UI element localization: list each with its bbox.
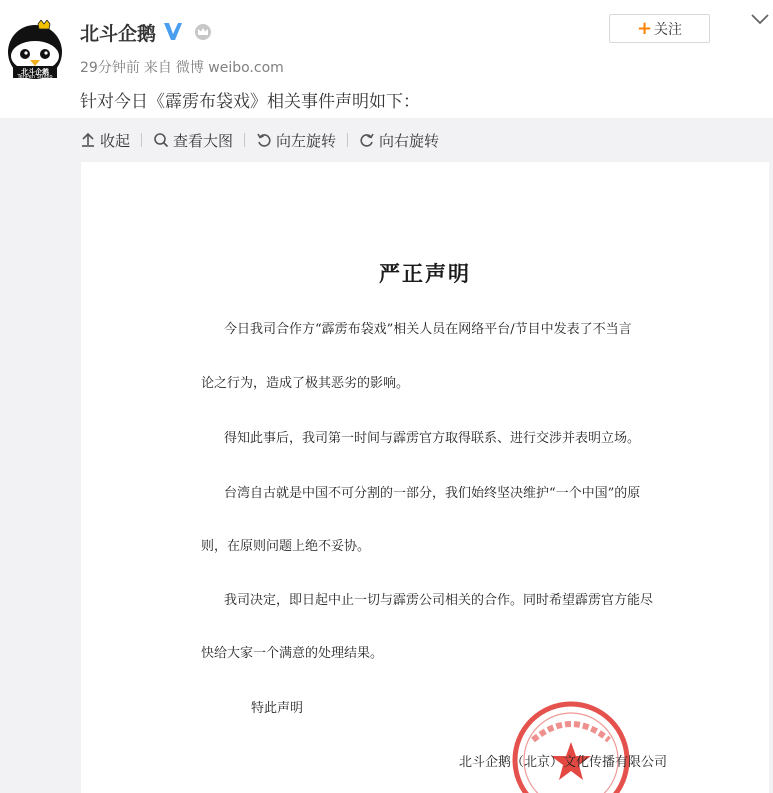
- rotate-left-label: 向左旋转: [276, 131, 337, 150]
- view-large-label: 查看大图: [173, 131, 234, 150]
- source-app[interactable]: 微博 weibo.com: [175, 60, 284, 76]
- post-meta: [80, 57, 288, 77]
- collapse-label: 收起: [100, 131, 131, 150]
- statement-line: 快给大家一个满意的处理结果。: [201, 646, 384, 661]
- statement-title: 严正声明: [379, 261, 471, 286]
- post-header: [0, 0, 773, 118]
- verified-badge-icon[interactable]: [162, 20, 184, 42]
- collapse-icon: [80, 132, 96, 148]
- source-prefix: 来自: [143, 60, 172, 76]
- toolbar-divider: [244, 133, 245, 147]
- post-text: 针对今日《霹雳布袋戏》相关事件声明如下：: [80, 92, 420, 112]
- author-name[interactable]: 北斗企鹅: [80, 23, 157, 45]
- rotate-right-icon: [359, 132, 375, 148]
- avatar-label: 北斗企鹅: [21, 68, 49, 76]
- collapse-button[interactable]: [80, 130, 130, 151]
- follow-label: 关注: [654, 21, 683, 38]
- statement-closing: 特此声明: [251, 701, 304, 716]
- plus-icon: +: [636, 17, 653, 39]
- post-time[interactable]: 29分钟前: [80, 60, 140, 76]
- statement-line: 得知此事后，我司第一时间与霹雳官方取得联系、进行交涉并表明立场。: [224, 431, 641, 446]
- toolbar-divider: [141, 133, 142, 147]
- statement-line: 则，在原则问题上绝不妥协。: [201, 539, 371, 554]
- chevron-down-icon[interactable]: [750, 12, 770, 26]
- statement-line: 今日我司合作方“霹雳布袋戏”相关人员在网络平台/节目中发表了不当言: [224, 322, 632, 337]
- rotate-right-label: 向右旋转: [379, 131, 440, 150]
- statement-line: 台湾自古就是中国不可分割的一部分，我们始终坚决维护“一个中国”的原: [224, 486, 641, 501]
- search-icon: [153, 132, 169, 148]
- statement-image[interactable]: [81, 162, 769, 793]
- statement-line: 我司决定，即日起中止一切与霹雳公司相关的合作。同时希望霹雳官方能尽: [224, 593, 654, 608]
- rotate-left-button[interactable]: [256, 130, 336, 151]
- rotate-right-button[interactable]: [359, 130, 439, 151]
- avatar-sublabel: TenPen Studio: [17, 74, 53, 80]
- view-large-button[interactable]: [153, 130, 233, 151]
- toolbar-divider: [347, 133, 348, 147]
- company-signature: 北斗企鹅（北京）文化传播有限公司: [459, 755, 668, 770]
- company-seal-icon: [511, 700, 631, 793]
- avatar[interactable]: [5, 20, 65, 80]
- statement-line: 论之行为，造成了极其恶劣的影响。: [201, 376, 410, 391]
- follow-button[interactable]: [609, 14, 710, 43]
- rotate-left-icon: [256, 132, 272, 148]
- member-crown-icon[interactable]: [193, 22, 213, 42]
- image-toolbar: [80, 129, 439, 151]
